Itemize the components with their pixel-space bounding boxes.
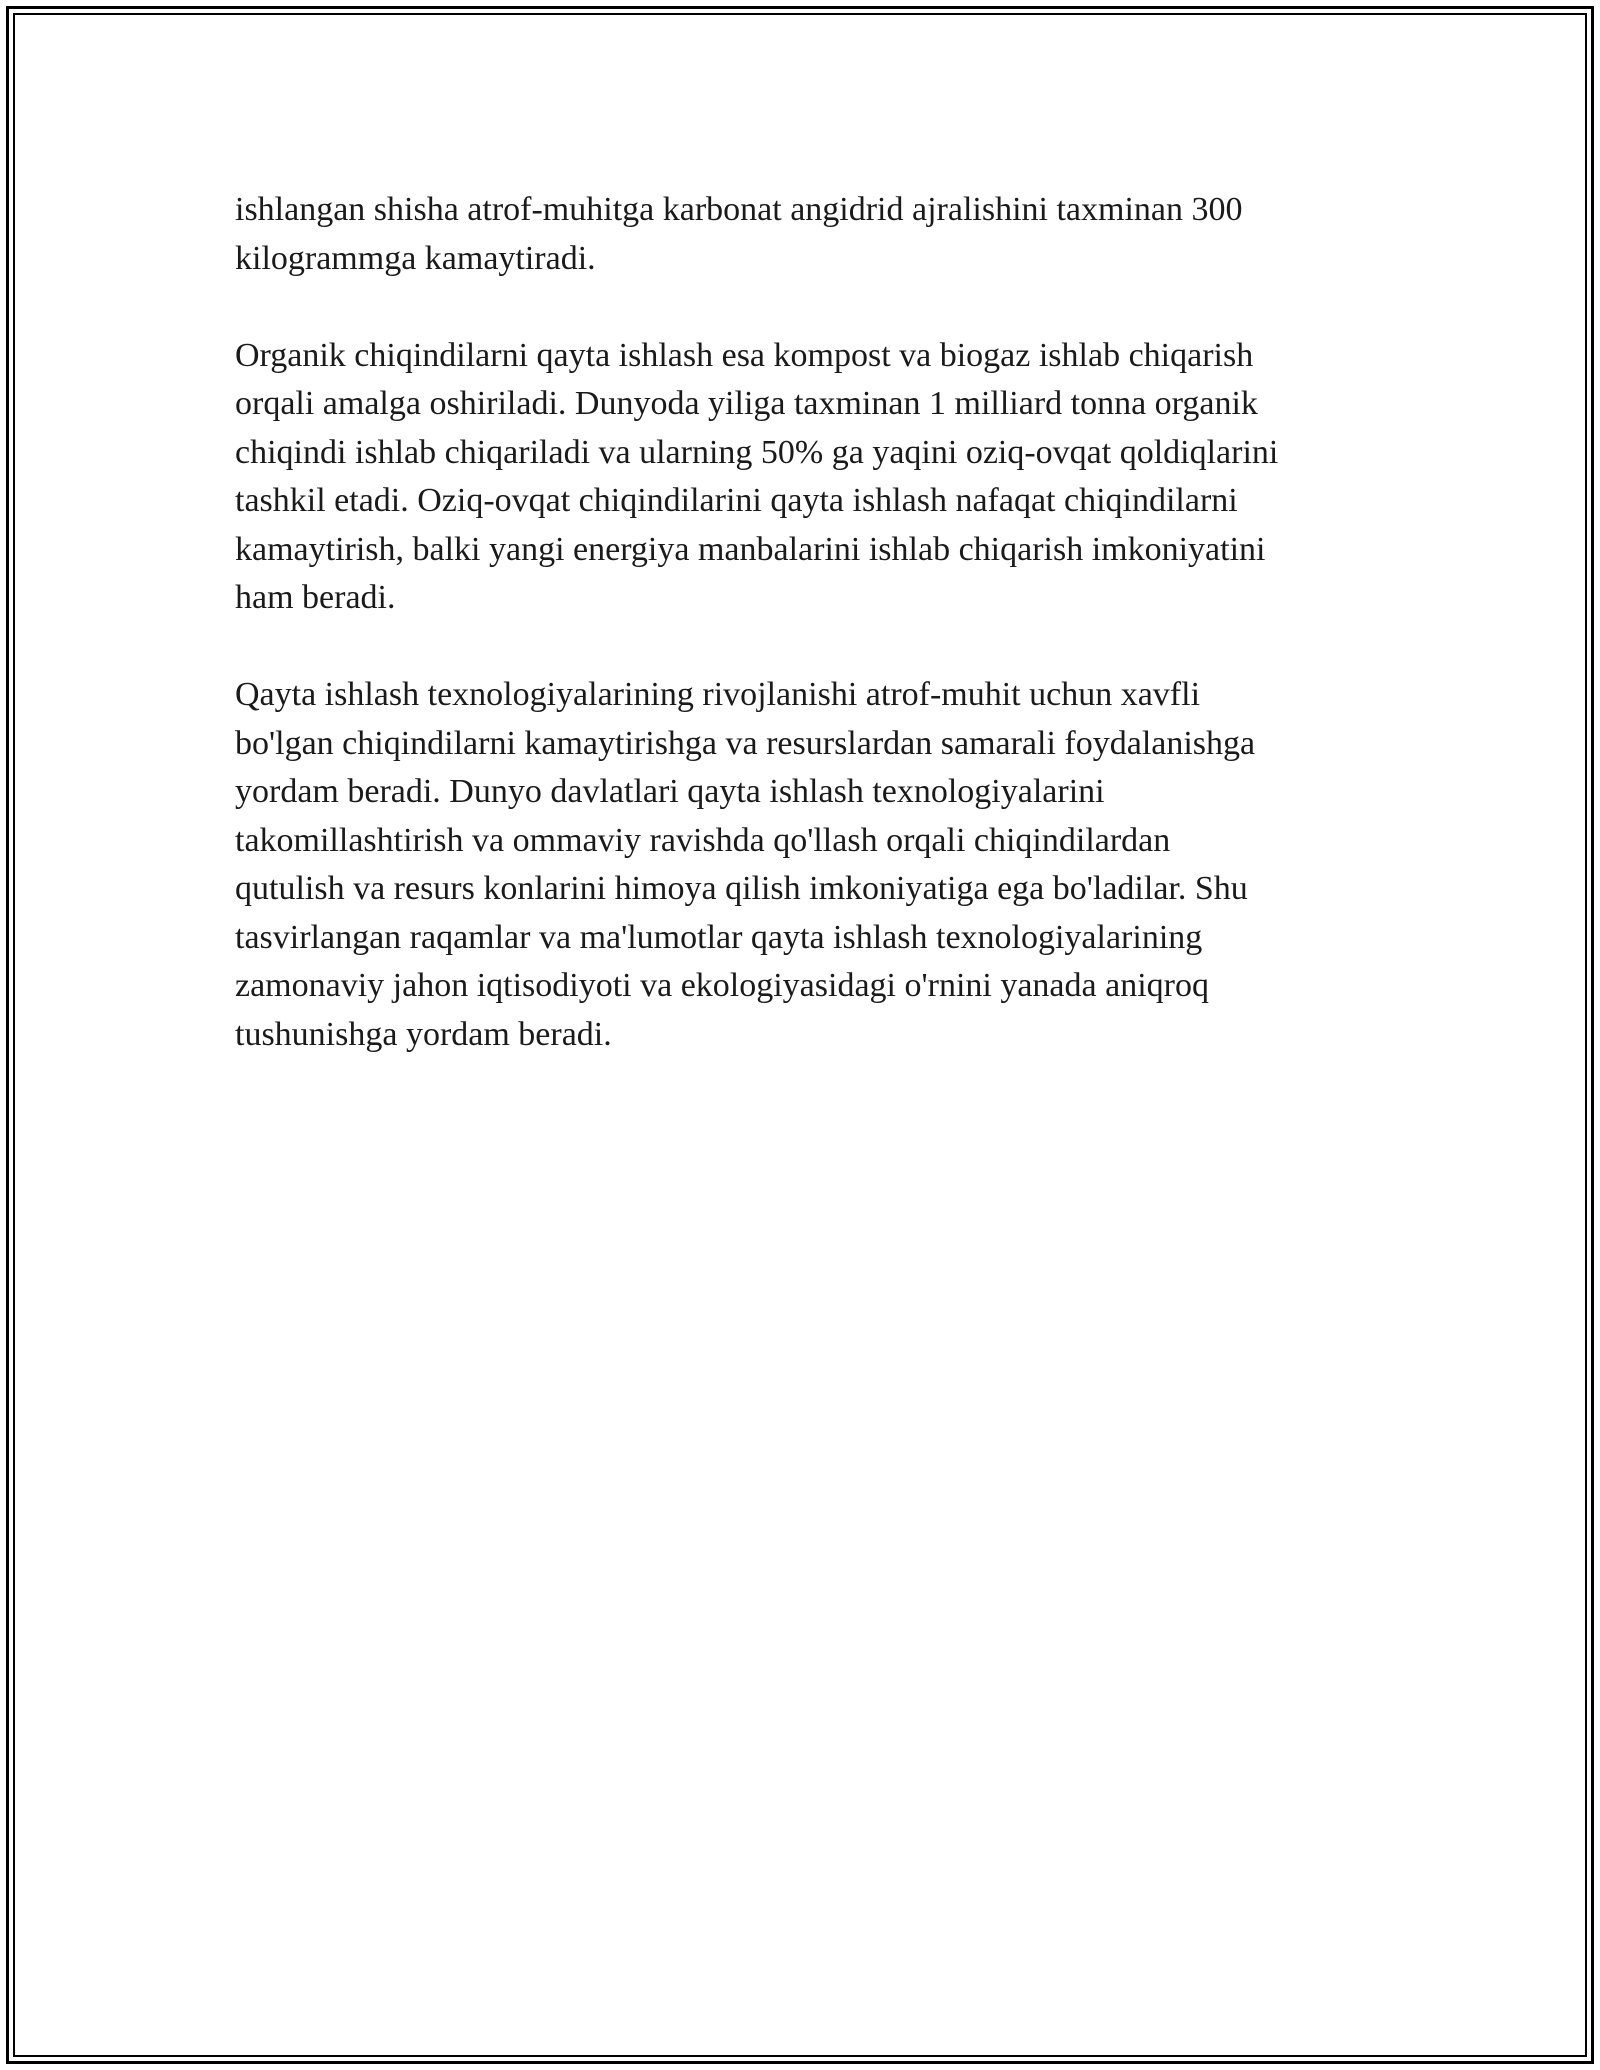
paragraph-line: kilogrammga kamaytiradi. bbox=[235, 239, 596, 277]
paragraph-line: qutulish va resurs konlarini himoya qilish imkoniyatiga ega bo'ladilar. Shu bbox=[235, 870, 1248, 907]
paragraph-line: zamonaviy jahon iqtisodiyoti va ekologiyasidagi o'rnini yanada aniqroq bbox=[235, 967, 1209, 1004]
paragraph-line: Organik chiqindilarni qayta ishlash esa kompost va biogaz ishlab chiqarish bbox=[235, 336, 1254, 374]
paragraph-line: kamaytirish, balki yangi energiya manbalarini ishlab chiqarish imkoniyatini bbox=[235, 530, 1266, 568]
paragraph-line: takomillashtirish va ommaviy ravishda qo'llash orqali chiqindilardan bbox=[235, 821, 1171, 859]
paragraph-line: Qayta ishlash texnologiyalarining rivojlanishi atrof-muhit uchun xavfli bbox=[235, 676, 1201, 713]
paragraph-line: chiqindi ishlab chiqariladi va ularning 50% ga yaqini oziq-ovqat qoldiqlarini bbox=[235, 433, 1279, 471]
paragraph-line: ham beradi. bbox=[235, 579, 396, 616]
document-body bbox=[235, 186, 1375, 1108]
paragraph-line: tasvirlangan raqamlar va ma'lumotlar qayta ishlash texnologiyalarining bbox=[235, 918, 1203, 956]
paragraph-line: ishlangan shisha atrof-muhitga karbonat angidrid ajralishini taxminan 300 bbox=[235, 191, 1243, 228]
paragraph-2 bbox=[235, 332, 1375, 623]
paragraph-line: bo'lgan chiqindilarni kamaytirishga va resurslardan samarali foydalanishga bbox=[235, 724, 1256, 762]
paragraph-3 bbox=[235, 671, 1375, 1059]
paragraph-line: orqali amalga oshiriladi. Dunyoda yiliga taxminan 1 milliard tonna organik bbox=[235, 385, 1258, 422]
paragraph-line: yordam beradi. Dunyo davlatlari qayta ishlash texnologiyalarini bbox=[235, 773, 1105, 810]
paragraph-line: tushunishga yordam beradi. bbox=[235, 1015, 612, 1053]
paragraph-line: tashkil etadi. Oziq-ovqat chiqindilarini qayta ishlash nafaqat chiqindilarni bbox=[235, 482, 1238, 519]
paragraph-1 bbox=[235, 186, 1375, 283]
